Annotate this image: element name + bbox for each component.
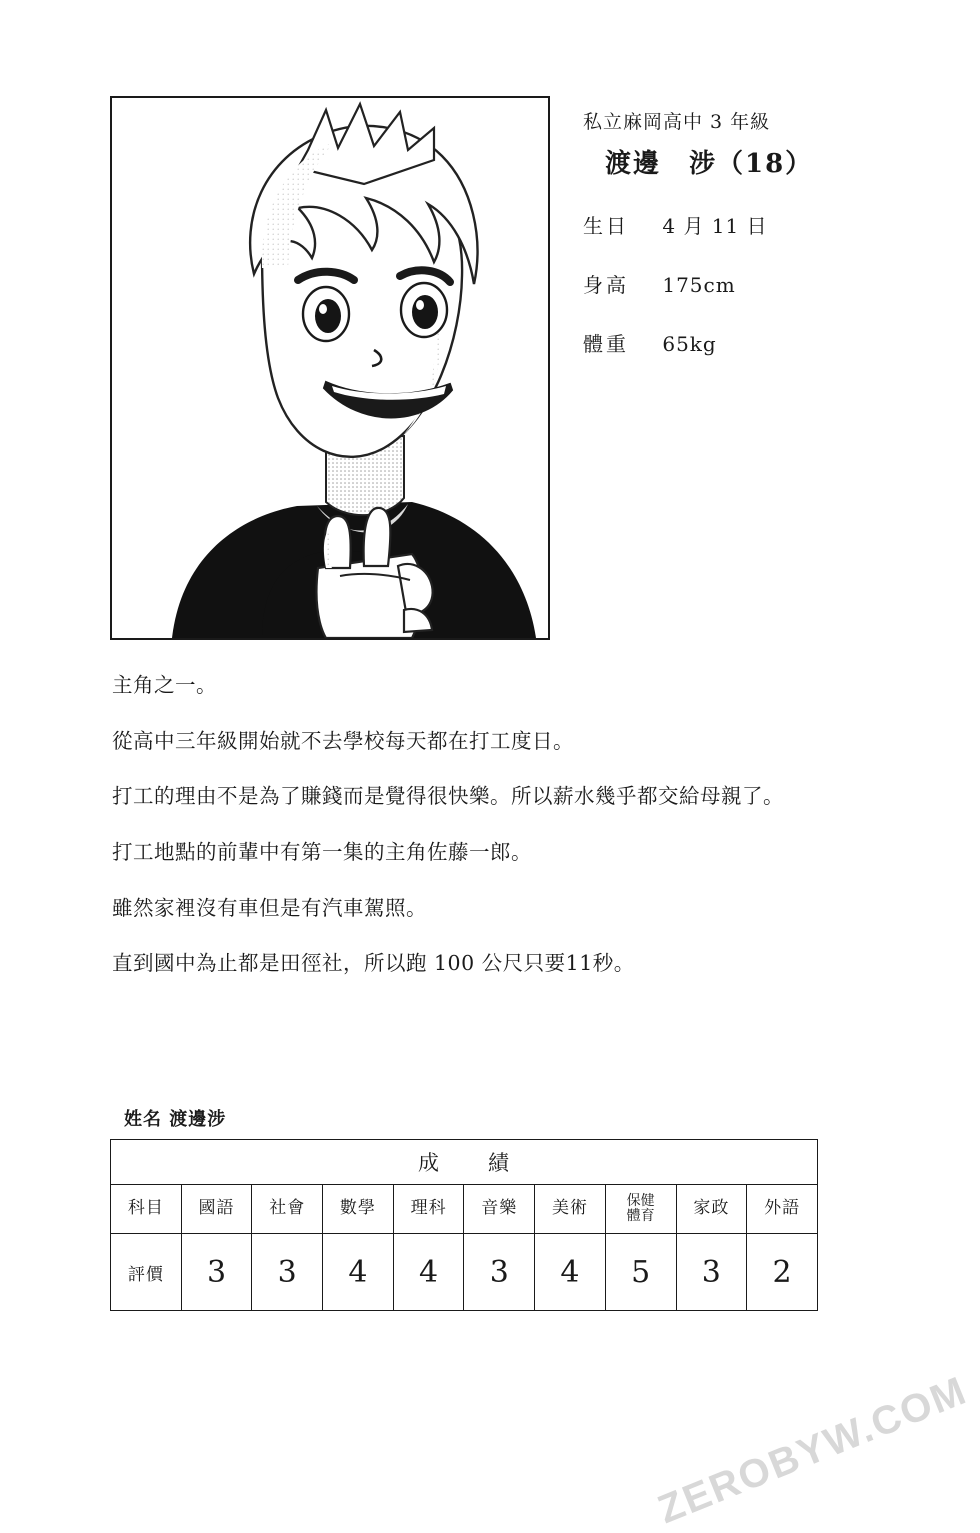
grades-score-math: 4 [323,1234,394,1311]
grades-subject-foreign-language: 外語 [747,1185,818,1234]
school-line: 私立麻岡高中 3 年級 [583,111,771,133]
report-card-section [110,1105,822,1311]
grades-score-art: 4 [535,1234,606,1311]
description-line: 雖然家裡沒有車但是有汽車駕照。 [112,895,427,920]
grades-title-row [111,1140,818,1185]
grades-subject-health-pe [605,1185,676,1234]
character-name: 渡邊 涉（18） [605,148,814,179]
field-birthday-value: 4 月 11 日 [662,213,768,238]
grades-score-health-pe: 5 [605,1234,676,1311]
grades-title: 成 績 [111,1140,818,1185]
field-birthday [583,210,943,239]
portrait-frame [110,96,550,640]
grades-score-japanese: 3 [181,1234,252,1311]
field-weight-label: 體重 [583,331,629,356]
grades-header-row [111,1185,818,1234]
footer-faint-strip [300,1426,720,1436]
grades-subject-art: 美術 [535,1185,606,1234]
grades-score-social: 3 [252,1234,323,1311]
grades-subject-music: 音樂 [464,1185,535,1234]
report-card-person: 姓名 渡邊涉 [124,1109,227,1130]
grades-subject-homeeconomics: 家政 [676,1185,747,1234]
description-section [112,672,912,1006]
grades-subject-social: 社會 [252,1185,323,1234]
grades-subject-science: 理科 [393,1185,464,1234]
field-birthday-label: 生日 [583,213,629,238]
smiling-boy-peace-sign-photo [112,98,548,638]
grades-score-science: 4 [393,1234,464,1311]
description-line: 打工地點的前輩中有第一集的主角佐藤一郎。 [112,840,532,865]
grades-subject-health-pe-line1: 保健 [626,1193,655,1210]
grades-subject-japanese: 國語 [181,1185,252,1234]
grades-score-homeeconomics: 3 [676,1234,747,1311]
grades-score-music: 3 [464,1234,535,1311]
description-line: 打工的理由不是為了賺錢而是覺得很快樂。所以薪水幾乎都交給母親了。 [112,784,784,809]
grades-subject-math: 數學 [323,1185,394,1234]
grades-subject-health-pe-line2: 體育 [626,1208,655,1224]
description-line: 直到國中為止都是田徑社，所以跑 100 公尺只要11秒。 [112,951,635,976]
field-height-label: 身高 [583,272,629,297]
grades-score-row [111,1234,818,1311]
field-weight [583,328,943,357]
profile-info [583,108,943,357]
grades-header-subject: 科目 [111,1185,182,1234]
description-line: 主角之一。 [112,673,217,697]
grades-table [110,1139,818,1311]
field-weight-value: 65kg [662,331,717,356]
watermark: ZEROBYW.COM [652,1368,974,1533]
grades-score-foreign-language: 2 [747,1234,818,1311]
grades-header-score: 評價 [111,1234,182,1311]
field-height [583,269,943,298]
profile-section [0,0,980,660]
field-height-value: 175cm [662,272,736,297]
description-line: 從高中三年級開始就不去學校每天都在打工度日。 [112,728,574,753]
